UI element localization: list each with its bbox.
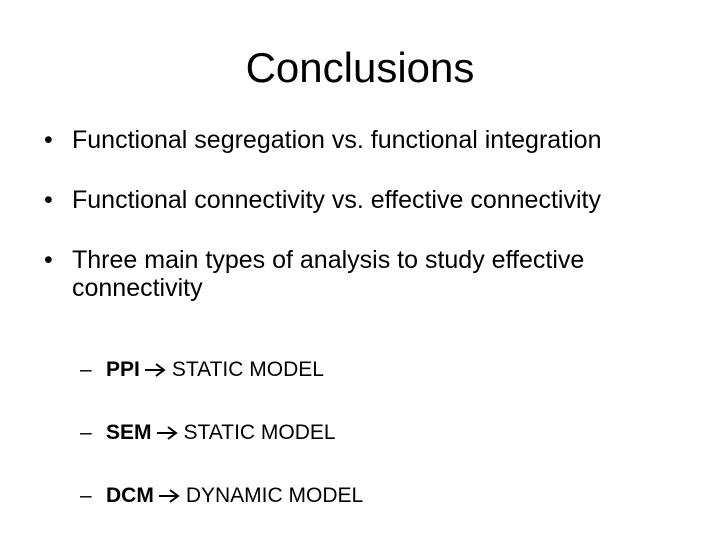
analysis-abbreviation: PPI	[106, 358, 140, 381]
right-arrow-icon	[158, 488, 180, 504]
model-type-label: STATIC MODEL	[171, 358, 324, 381]
sub-bullet-marker: –	[80, 421, 92, 444]
bullet-marker: •	[44, 186, 53, 214]
bullet-text: Functional connectivity vs. effective connectivity	[72, 186, 601, 214]
sub-bullet-marker: –	[80, 358, 92, 381]
bullet-marker: •	[44, 246, 53, 274]
model-type-label: DYNAMIC MODEL	[185, 484, 364, 507]
bullet-item	[44, 126, 684, 154]
sub-bullet-list	[80, 356, 640, 510]
sub-bullet-item	[80, 482, 640, 510]
bullet-list	[44, 126, 684, 302]
sub-bullet-item	[80, 419, 640, 447]
model-type-label: STATIC MODEL	[183, 421, 336, 444]
bullet-marker: •	[44, 126, 53, 154]
slide-title: Conclusions	[245, 44, 475, 91]
analysis-abbreviation: SEM	[106, 421, 152, 444]
sub-bullet-marker: –	[80, 484, 92, 507]
sub-bullet-item	[80, 356, 640, 384]
right-arrow-icon	[144, 362, 166, 378]
bullet-item	[44, 246, 684, 302]
analysis-abbreviation: DCM	[106, 484, 154, 507]
bullet-text: Functional segregation vs. functional integration	[72, 126, 602, 154]
right-arrow-icon	[156, 425, 178, 441]
bullet-item	[44, 186, 684, 214]
bullet-text: Three main types of analysis to study effective connectivity	[72, 246, 585, 302]
